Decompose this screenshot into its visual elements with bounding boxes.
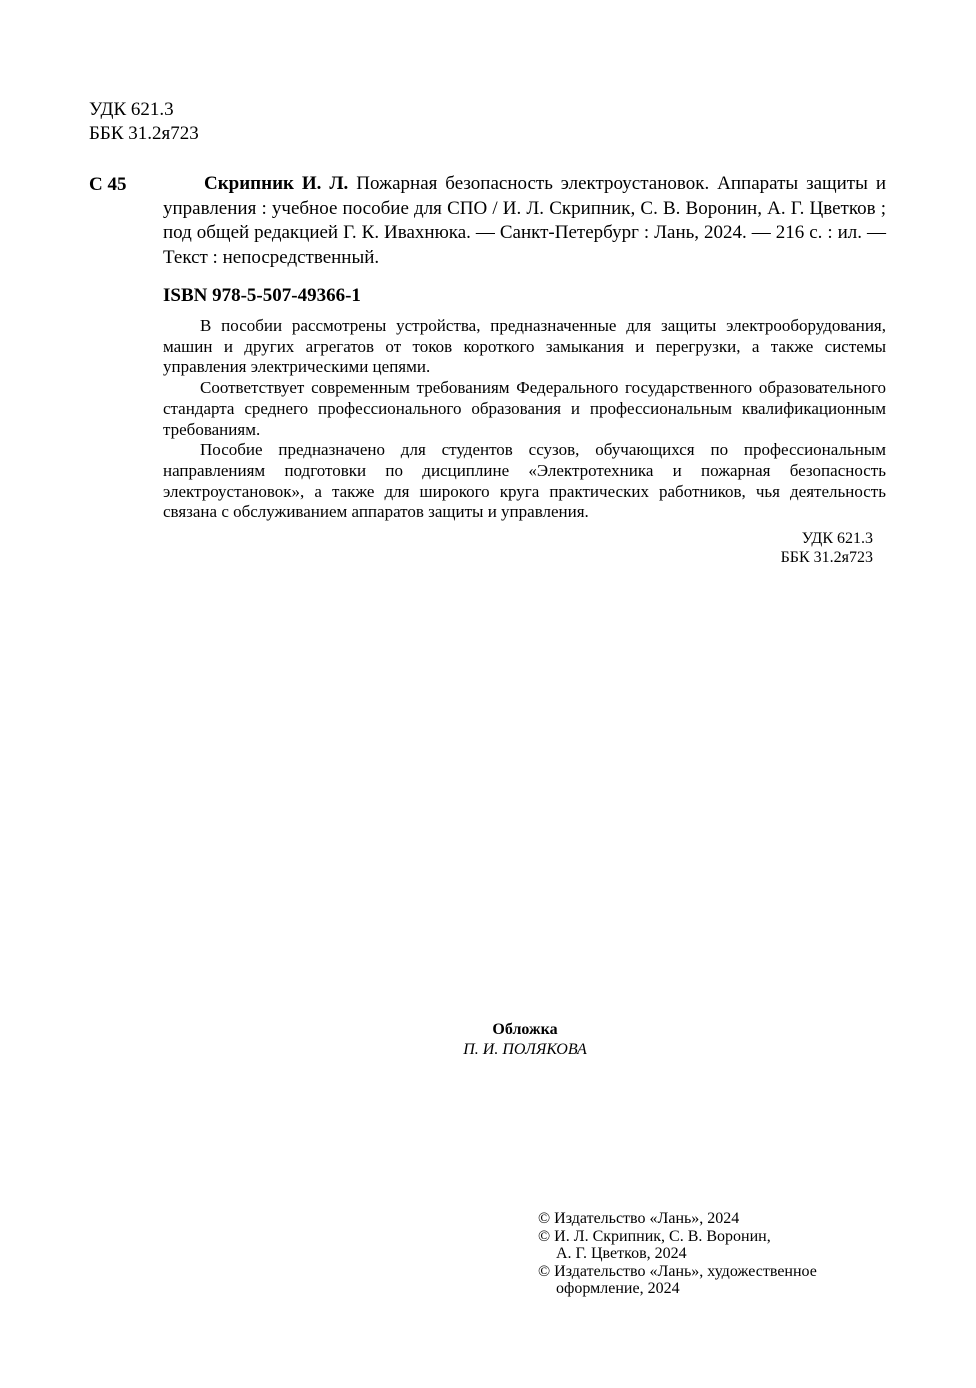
copyright-line: © Издательство «Лань», 2024 bbox=[538, 1210, 740, 1227]
cover-label: Обложка bbox=[492, 1021, 558, 1038]
cover-credit bbox=[425, 1020, 625, 1060]
bibliographic-text: Пожарная безопасность электроустановок. Аппараты защиты и управления : учебное пособие для СПО / И. Л. Скрипник, С. В. Воронин, А. Г. Цветков ; под общей редакцией Г. К. Ивахнюка. — Санкт-Петербург : Лань, 2024. — 216 с. : ил. — Текст : непосредственный. bbox=[163, 173, 886, 268]
copyright-line: © И. Л. Скрипник, С. В. Воронин, bbox=[538, 1227, 771, 1245]
abstract-paragraph: В пособии рассмотрены устройства, предназначенные для защиты электрооборудования, машин и других агрегатов от токов короткого замыкания и перегрузки, а также системы управления электрическими цепями. bbox=[163, 316, 886, 377]
isbn: ISBN 978-5-507-49366-1 bbox=[163, 285, 361, 306]
cover-designer: П. И. ПОЛЯКОВА bbox=[463, 1041, 587, 1058]
copyright-line: А. Г. Цветков, 2024 bbox=[556, 1245, 687, 1263]
abstract-paragraph: Соответствует современным требованиям Федерального государственного образовательного стандарта среднего профессионального образования и профессиональным квалификационным требованиям. bbox=[163, 378, 886, 439]
copyright-line: © Издательство «Лань», художественное bbox=[538, 1262, 817, 1280]
classification-block bbox=[89, 98, 199, 146]
author-sign: С 45 bbox=[89, 174, 127, 195]
bbk-code: ББК 31.2я723 bbox=[89, 123, 199, 144]
bbk-code-bottom: ББК 31.2я723 bbox=[780, 549, 873, 566]
abstract bbox=[163, 316, 886, 523]
classification-block-bottom bbox=[740, 529, 873, 567]
author-name: Скрипник И. Л. bbox=[204, 173, 349, 194]
copyright-block bbox=[538, 1210, 878, 1298]
bibliographic-record bbox=[163, 172, 886, 270]
udk-code-bottom: УДК 621.3 bbox=[801, 530, 873, 547]
copyright-line: оформление, 2024 bbox=[556, 1280, 680, 1298]
udk-code: УДК 621.3 bbox=[89, 99, 174, 120]
abstract-paragraph: Пособие предназначено для студентов ссузов, обучающихся по профессиональным направлениям подготовки по дисциплине «Электротехника и пожарная безопасность электроустановок», а также для широкого круга практических работников, чья деятельность связана с обслуживанием аппаратов защиты и управления. bbox=[163, 440, 886, 522]
